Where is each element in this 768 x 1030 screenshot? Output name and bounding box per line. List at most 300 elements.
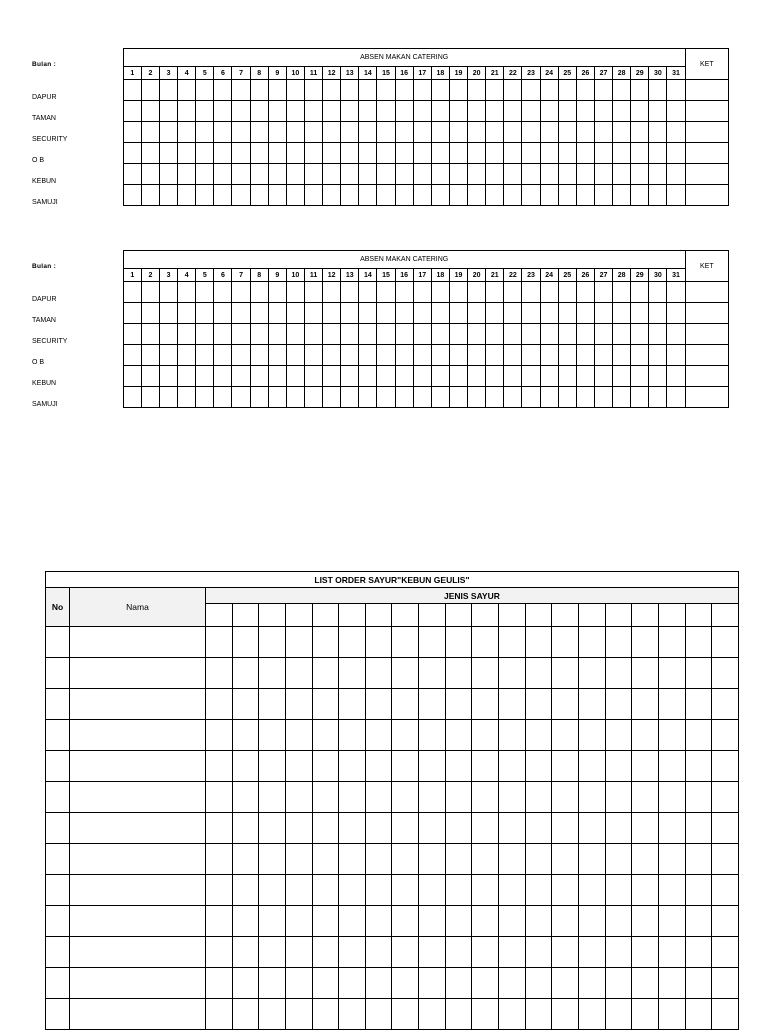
sayur-cell[interactable]: [578, 627, 605, 658]
attendance-cell[interactable]: [522, 303, 540, 324]
attendance-cell[interactable]: [196, 387, 214, 408]
sayur-cell[interactable]: [499, 658, 526, 689]
sayur-cell[interactable]: [578, 658, 605, 689]
attendance-cell[interactable]: [558, 345, 576, 366]
sayur-cell[interactable]: [525, 906, 552, 937]
attendance-cell[interactable]: [431, 80, 449, 101]
sayur-cell[interactable]: [552, 627, 579, 658]
attendance-cell[interactable]: [196, 80, 214, 101]
attendance-cell[interactable]: [649, 185, 667, 206]
attendance-cell[interactable]: [468, 366, 486, 387]
sayur-cell[interactable]: [578, 720, 605, 751]
sayur-cell[interactable]: [259, 627, 286, 658]
attendance-cell[interactable]: [141, 345, 159, 366]
sayur-cell[interactable]: [552, 720, 579, 751]
sayur-cell[interactable]: [552, 906, 579, 937]
attendance-cell[interactable]: [141, 303, 159, 324]
attendance-cell[interactable]: [304, 345, 322, 366]
attendance-cell[interactable]: [323, 101, 341, 122]
sayur-cell[interactable]: [206, 813, 233, 844]
sayur-cell[interactable]: [312, 968, 339, 999]
sayur-cell[interactable]: [552, 999, 579, 1030]
sayur-cell[interactable]: [658, 782, 685, 813]
attendance-cell[interactable]: [522, 324, 540, 345]
attendance-cell[interactable]: [359, 122, 377, 143]
sayur-cell[interactable]: [712, 906, 739, 937]
sayur-cell[interactable]: [365, 627, 392, 658]
attendance-cell[interactable]: [576, 345, 594, 366]
sayur-cell[interactable]: [206, 627, 233, 658]
sayur-cell[interactable]: [232, 906, 259, 937]
attendance-cell[interactable]: [214, 345, 232, 366]
sayur-cell[interactable]: [339, 813, 366, 844]
attendance-cell[interactable]: [196, 324, 214, 345]
sayur-cell[interactable]: [419, 689, 446, 720]
sayur-cell[interactable]: [658, 720, 685, 751]
attendance-cell[interactable]: [232, 143, 250, 164]
attendance-cell[interactable]: [558, 366, 576, 387]
attendance-cell[interactable]: [123, 101, 141, 122]
sayur-cell[interactable]: [525, 658, 552, 689]
attendance-cell[interactable]: [232, 366, 250, 387]
sayur-cell[interactable]: [685, 782, 712, 813]
sayur-cell[interactable]: [685, 658, 712, 689]
sayur-cell[interactable]: [312, 906, 339, 937]
attendance-cell[interactable]: [613, 324, 631, 345]
attendance-cell[interactable]: [123, 185, 141, 206]
attendance-cell[interactable]: [667, 164, 685, 185]
sayur-cell[interactable]: [365, 751, 392, 782]
sayur-cell[interactable]: [658, 844, 685, 875]
sayur-cell[interactable]: [712, 844, 739, 875]
sayur-cell[interactable]: [472, 658, 499, 689]
ket-cell[interactable]: [685, 122, 728, 143]
no-cell[interactable]: [46, 906, 70, 937]
sayur-cell[interactable]: [259, 875, 286, 906]
attendance-cell[interactable]: [558, 324, 576, 345]
attendance-cell[interactable]: [504, 185, 522, 206]
attendance-cell[interactable]: [250, 324, 268, 345]
attendance-cell[interactable]: [504, 303, 522, 324]
sayur-cell[interactable]: [259, 813, 286, 844]
attendance-cell[interactable]: [214, 185, 232, 206]
attendance-cell[interactable]: [286, 164, 304, 185]
attendance-cell[interactable]: [576, 164, 594, 185]
attendance-cell[interactable]: [214, 122, 232, 143]
nama-cell[interactable]: [70, 782, 206, 813]
attendance-cell[interactable]: [449, 387, 467, 408]
jenis-sayur-column[interactable]: [445, 604, 472, 627]
sayur-cell[interactable]: [285, 658, 312, 689]
attendance-cell[interactable]: [449, 80, 467, 101]
attendance-cell[interactable]: [576, 143, 594, 164]
attendance-cell[interactable]: [667, 387, 685, 408]
attendance-cell[interactable]: [540, 164, 558, 185]
sayur-cell[interactable]: [552, 658, 579, 689]
sayur-cell[interactable]: [392, 782, 419, 813]
attendance-cell[interactable]: [522, 80, 540, 101]
attendance-cell[interactable]: [341, 122, 359, 143]
no-cell[interactable]: [46, 813, 70, 844]
attendance-cell[interactable]: [304, 143, 322, 164]
sayur-cell[interactable]: [552, 968, 579, 999]
sayur-cell[interactable]: [365, 999, 392, 1030]
attendance-cell[interactable]: [395, 387, 413, 408]
attendance-cell[interactable]: [667, 324, 685, 345]
sayur-cell[interactable]: [259, 906, 286, 937]
attendance-cell[interactable]: [522, 387, 540, 408]
attendance-cell[interactable]: [323, 143, 341, 164]
attendance-cell[interactable]: [540, 122, 558, 143]
sayur-cell[interactable]: [392, 751, 419, 782]
sayur-cell[interactable]: [499, 627, 526, 658]
attendance-cell[interactable]: [504, 122, 522, 143]
attendance-cell[interactable]: [377, 101, 395, 122]
attendance-cell[interactable]: [323, 80, 341, 101]
sayur-cell[interactable]: [712, 782, 739, 813]
sayur-cell[interactable]: [259, 689, 286, 720]
attendance-cell[interactable]: [159, 101, 177, 122]
sayur-cell[interactable]: [339, 689, 366, 720]
attendance-cell[interactable]: [341, 80, 359, 101]
attendance-cell[interactable]: [468, 164, 486, 185]
sayur-cell[interactable]: [312, 844, 339, 875]
attendance-cell[interactable]: [141, 387, 159, 408]
attendance-cell[interactable]: [214, 164, 232, 185]
jenis-sayur-column[interactable]: [232, 604, 259, 627]
attendance-cell[interactable]: [486, 143, 504, 164]
sayur-cell[interactable]: [232, 627, 259, 658]
sayur-cell[interactable]: [365, 782, 392, 813]
attendance-cell[interactable]: [449, 164, 467, 185]
attendance-cell[interactable]: [594, 164, 612, 185]
attendance-cell[interactable]: [141, 80, 159, 101]
attendance-cell[interactable]: [323, 366, 341, 387]
attendance-cell[interactable]: [613, 387, 631, 408]
sayur-cell[interactable]: [312, 658, 339, 689]
sayur-cell[interactable]: [365, 658, 392, 689]
attendance-cell[interactable]: [304, 324, 322, 345]
attendance-cell[interactable]: [504, 366, 522, 387]
attendance-cell[interactable]: [178, 122, 196, 143]
sayur-cell[interactable]: [658, 627, 685, 658]
no-cell[interactable]: [46, 875, 70, 906]
attendance-cell[interactable]: [413, 143, 431, 164]
sayur-cell[interactable]: [232, 689, 259, 720]
attendance-cell[interactable]: [159, 80, 177, 101]
sayur-cell[interactable]: [632, 844, 659, 875]
attendance-cell[interactable]: [123, 387, 141, 408]
sayur-cell[interactable]: [472, 968, 499, 999]
sayur-cell[interactable]: [552, 689, 579, 720]
no-cell[interactable]: [46, 968, 70, 999]
sayur-cell[interactable]: [365, 813, 392, 844]
sayur-cell[interactable]: [365, 875, 392, 906]
sayur-cell[interactable]: [525, 937, 552, 968]
sayur-cell[interactable]: [419, 968, 446, 999]
attendance-cell[interactable]: [431, 282, 449, 303]
sayur-cell[interactable]: [632, 906, 659, 937]
sayur-cell[interactable]: [392, 875, 419, 906]
sayur-cell[interactable]: [712, 720, 739, 751]
sayur-cell[interactable]: [658, 968, 685, 999]
sayur-cell[interactable]: [445, 968, 472, 999]
attendance-cell[interactable]: [232, 282, 250, 303]
attendance-cell[interactable]: [395, 366, 413, 387]
attendance-cell[interactable]: [431, 303, 449, 324]
attendance-cell[interactable]: [286, 122, 304, 143]
sayur-cell[interactable]: [392, 813, 419, 844]
sayur-cell[interactable]: [472, 937, 499, 968]
sayur-cell[interactable]: [499, 999, 526, 1030]
attendance-cell[interactable]: [576, 303, 594, 324]
attendance-cell[interactable]: [141, 324, 159, 345]
sayur-cell[interactable]: [312, 751, 339, 782]
attendance-cell[interactable]: [667, 366, 685, 387]
attendance-cell[interactable]: [631, 143, 649, 164]
sayur-cell[interactable]: [685, 999, 712, 1030]
attendance-cell[interactable]: [268, 164, 286, 185]
sayur-cell[interactable]: [605, 813, 632, 844]
attendance-cell[interactable]: [594, 303, 612, 324]
attendance-cell[interactable]: [395, 122, 413, 143]
attendance-cell[interactable]: [304, 185, 322, 206]
sayur-cell[interactable]: [206, 968, 233, 999]
sayur-cell[interactable]: [312, 875, 339, 906]
attendance-cell[interactable]: [159, 303, 177, 324]
sayur-cell[interactable]: [499, 875, 526, 906]
sayur-cell[interactable]: [712, 689, 739, 720]
attendance-cell[interactable]: [649, 387, 667, 408]
attendance-cell[interactable]: [413, 80, 431, 101]
sayur-cell[interactable]: [339, 720, 366, 751]
attendance-cell[interactable]: [540, 143, 558, 164]
attendance-cell[interactable]: [232, 185, 250, 206]
sayur-cell[interactable]: [552, 844, 579, 875]
attendance-cell[interactable]: [431, 143, 449, 164]
attendance-cell[interactable]: [268, 122, 286, 143]
attendance-cell[interactable]: [576, 80, 594, 101]
sayur-cell[interactable]: [685, 937, 712, 968]
sayur-cell[interactable]: [312, 782, 339, 813]
jenis-sayur-column[interactable]: [658, 604, 685, 627]
attendance-cell[interactable]: [178, 366, 196, 387]
sayur-cell[interactable]: [525, 813, 552, 844]
attendance-cell[interactable]: [594, 324, 612, 345]
nama-cell[interactable]: [70, 844, 206, 875]
attendance-cell[interactable]: [159, 143, 177, 164]
sayur-cell[interactable]: [472, 875, 499, 906]
attendance-cell[interactable]: [268, 185, 286, 206]
attendance-cell[interactable]: [413, 324, 431, 345]
sayur-cell[interactable]: [499, 689, 526, 720]
attendance-cell[interactable]: [468, 345, 486, 366]
no-cell[interactable]: [46, 782, 70, 813]
sayur-cell[interactable]: [685, 968, 712, 999]
attendance-cell[interactable]: [141, 122, 159, 143]
attendance-cell[interactable]: [504, 324, 522, 345]
sayur-cell[interactable]: [285, 720, 312, 751]
nama-cell[interactable]: [70, 658, 206, 689]
attendance-cell[interactable]: [286, 282, 304, 303]
attendance-cell[interactable]: [468, 101, 486, 122]
attendance-cell[interactable]: [377, 282, 395, 303]
sayur-cell[interactable]: [285, 782, 312, 813]
jenis-sayur-column[interactable]: [392, 604, 419, 627]
sayur-cell[interactable]: [578, 751, 605, 782]
sayur-cell[interactable]: [578, 875, 605, 906]
ket-cell[interactable]: [685, 164, 728, 185]
attendance-cell[interactable]: [323, 185, 341, 206]
attendance-cell[interactable]: [232, 387, 250, 408]
attendance-cell[interactable]: [594, 185, 612, 206]
attendance-cell[interactable]: [631, 122, 649, 143]
attendance-cell[interactable]: [540, 345, 558, 366]
attendance-cell[interactable]: [649, 366, 667, 387]
attendance-cell[interactable]: [540, 324, 558, 345]
sayur-cell[interactable]: [232, 968, 259, 999]
attendance-cell[interactable]: [395, 185, 413, 206]
attendance-cell[interactable]: [449, 143, 467, 164]
attendance-cell[interactable]: [486, 185, 504, 206]
attendance-cell[interactable]: [540, 366, 558, 387]
attendance-cell[interactable]: [196, 282, 214, 303]
attendance-cell[interactable]: [540, 185, 558, 206]
attendance-cell[interactable]: [214, 101, 232, 122]
sayur-cell[interactable]: [312, 720, 339, 751]
attendance-cell[interactable]: [178, 387, 196, 408]
attendance-cell[interactable]: [341, 345, 359, 366]
no-cell[interactable]: [46, 689, 70, 720]
sayur-cell[interactable]: [472, 813, 499, 844]
sayur-cell[interactable]: [632, 968, 659, 999]
attendance-cell[interactable]: [159, 387, 177, 408]
attendance-cell[interactable]: [359, 366, 377, 387]
sayur-cell[interactable]: [472, 627, 499, 658]
sayur-cell[interactable]: [632, 751, 659, 782]
sayur-cell[interactable]: [445, 782, 472, 813]
sayur-cell[interactable]: [552, 875, 579, 906]
sayur-cell[interactable]: [445, 844, 472, 875]
sayur-cell[interactable]: [339, 937, 366, 968]
sayur-cell[interactable]: [658, 875, 685, 906]
attendance-cell[interactable]: [594, 345, 612, 366]
attendance-cell[interactable]: [141, 101, 159, 122]
attendance-cell[interactable]: [377, 80, 395, 101]
nama-cell[interactable]: [70, 720, 206, 751]
sayur-cell[interactable]: [605, 937, 632, 968]
attendance-cell[interactable]: [522, 164, 540, 185]
attendance-cell[interactable]: [250, 282, 268, 303]
sayur-cell[interactable]: [552, 782, 579, 813]
sayur-cell[interactable]: [206, 937, 233, 968]
attendance-cell[interactable]: [449, 324, 467, 345]
sayur-cell[interactable]: [445, 751, 472, 782]
attendance-cell[interactable]: [631, 282, 649, 303]
sayur-cell[interactable]: [712, 937, 739, 968]
sayur-cell[interactable]: [339, 658, 366, 689]
sayur-cell[interactable]: [499, 720, 526, 751]
attendance-cell[interactable]: [613, 185, 631, 206]
attendance-cell[interactable]: [649, 80, 667, 101]
sayur-cell[interactable]: [419, 813, 446, 844]
attendance-cell[interactable]: [522, 282, 540, 303]
sayur-cell[interactable]: [472, 906, 499, 937]
sayur-cell[interactable]: [339, 751, 366, 782]
sayur-cell[interactable]: [472, 689, 499, 720]
attendance-cell[interactable]: [304, 303, 322, 324]
sayur-cell[interactable]: [685, 906, 712, 937]
attendance-cell[interactable]: [540, 387, 558, 408]
nama-cell[interactable]: [70, 751, 206, 782]
no-cell[interactable]: [46, 720, 70, 751]
jenis-sayur-column[interactable]: [632, 604, 659, 627]
attendance-cell[interactable]: [178, 282, 196, 303]
sayur-cell[interactable]: [578, 937, 605, 968]
sayur-cell[interactable]: [445, 813, 472, 844]
attendance-cell[interactable]: [486, 101, 504, 122]
attendance-cell[interactable]: [377, 185, 395, 206]
sayur-cell[interactable]: [578, 782, 605, 813]
jenis-sayur-column[interactable]: [712, 604, 739, 627]
attendance-cell[interactable]: [395, 282, 413, 303]
sayur-cell[interactable]: [445, 937, 472, 968]
attendance-cell[interactable]: [504, 282, 522, 303]
attendance-cell[interactable]: [395, 303, 413, 324]
sayur-cell[interactable]: [259, 782, 286, 813]
jenis-sayur-column[interactable]: [525, 604, 552, 627]
attendance-cell[interactable]: [359, 345, 377, 366]
attendance-cell[interactable]: [468, 143, 486, 164]
attendance-cell[interactable]: [341, 387, 359, 408]
sayur-cell[interactable]: [552, 813, 579, 844]
sayur-cell[interactable]: [339, 875, 366, 906]
sayur-cell[interactable]: [419, 627, 446, 658]
sayur-cell[interactable]: [658, 937, 685, 968]
nama-cell[interactable]: [70, 999, 206, 1030]
attendance-cell[interactable]: [558, 303, 576, 324]
sayur-cell[interactable]: [499, 906, 526, 937]
nama-cell[interactable]: [70, 968, 206, 999]
attendance-cell[interactable]: [667, 143, 685, 164]
sayur-cell[interactable]: [392, 906, 419, 937]
attendance-cell[interactable]: [631, 303, 649, 324]
sayur-cell[interactable]: [312, 999, 339, 1030]
attendance-cell[interactable]: [613, 122, 631, 143]
attendance-cell[interactable]: [558, 80, 576, 101]
attendance-cell[interactable]: [178, 143, 196, 164]
sayur-cell[interactable]: [206, 875, 233, 906]
sayur-cell[interactable]: [605, 999, 632, 1030]
sayur-cell[interactable]: [632, 937, 659, 968]
attendance-cell[interactable]: [304, 122, 322, 143]
attendance-cell[interactable]: [178, 80, 196, 101]
attendance-cell[interactable]: [250, 164, 268, 185]
attendance-cell[interactable]: [214, 324, 232, 345]
attendance-cell[interactable]: [594, 366, 612, 387]
sayur-cell[interactable]: [392, 689, 419, 720]
attendance-cell[interactable]: [504, 345, 522, 366]
attendance-cell[interactable]: [159, 185, 177, 206]
sayur-cell[interactable]: [525, 627, 552, 658]
attendance-cell[interactable]: [286, 80, 304, 101]
attendance-cell[interactable]: [649, 143, 667, 164]
jenis-sayur-column[interactable]: [312, 604, 339, 627]
sayur-cell[interactable]: [605, 782, 632, 813]
attendance-cell[interactable]: [486, 366, 504, 387]
attendance-cell[interactable]: [649, 303, 667, 324]
attendance-cell[interactable]: [232, 164, 250, 185]
